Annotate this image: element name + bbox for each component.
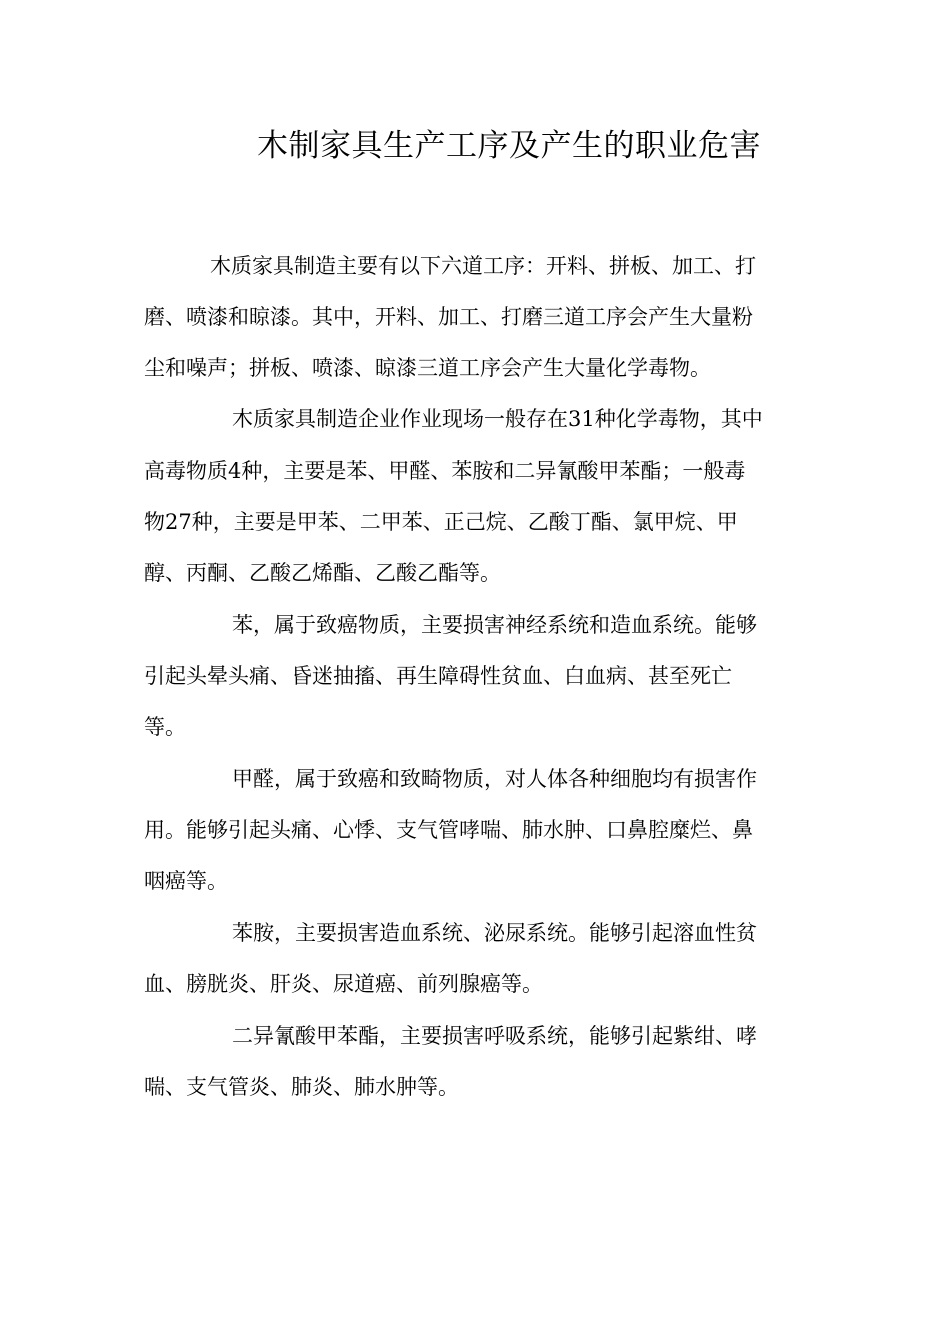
paragraph-2-line-2: 高毒物质4种，主要是苯、甲醛、苯胺和二异氰酸甲苯酯；一般毒: [144, 459, 746, 483]
paragraph-1-line-1: 木质家具制造主要有以下六道工序：开料、拼板、加工、打: [210, 254, 756, 278]
document-title: 木制家具生产工序及产生的职业危害: [257, 128, 761, 164]
paragraph-1-line-2: 磨、喷漆和晾漆。其中，开料、加工、打磨三道工序会产生大量粉: [144, 305, 753, 329]
paragraph-1-line-3: 尘和噪声；拼板、喷漆、晾漆三道工序会产生大量化学毒物。: [144, 356, 711, 380]
paragraph-3-line-2: 引起头晕头痛、昏迷抽搐、再生障碍性贫血、白血病、甚至死亡: [144, 664, 732, 688]
paragraph-3-line-3: 等。: [144, 715, 186, 739]
paragraph-6-line-2: 喘、支气管炎、肺炎、肺水肿等。: [144, 1075, 459, 1099]
paragraph-2-line-3: 物27种，主要是甲苯、二甲苯、正己烷、乙酸丁酯、氯甲烷、甲: [144, 510, 738, 534]
paragraph-4-line-3: 咽癌等。: [144, 869, 228, 893]
paragraph-5-line-2: 血、膀胱炎、肝炎、尿道癌、前列腺癌等。: [144, 972, 543, 996]
paragraph-5-line-1: 苯胺，主要损害造血系统、泌尿系统。能够引起溶血性贫: [232, 921, 757, 945]
paragraph-6-line-1: 二异氰酸甲苯酯，主要损害呼吸系统，能够引起紫绀、哮: [232, 1024, 757, 1048]
paragraph-4-line-2: 用。能够引起头痛、心悸、支气管哮喘、肺水肿、口鼻腔糜烂、鼻: [144, 818, 753, 842]
paragraph-2-line-1: 木质家具制造企业作业现场一般存在31种化学毒物，其中: [232, 407, 763, 431]
paragraph-3-line-1: 苯，属于致癌物质，主要损害神经系统和造血系统。能够: [232, 613, 757, 637]
paragraph-4-line-1: 甲醛，属于致癌和致畸物质，对人体各种细胞均有损害作: [232, 767, 757, 791]
paragraph-2-line-4: 醇、丙酮、乙酸乙烯酯、乙酸乙酯等。: [144, 561, 501, 585]
